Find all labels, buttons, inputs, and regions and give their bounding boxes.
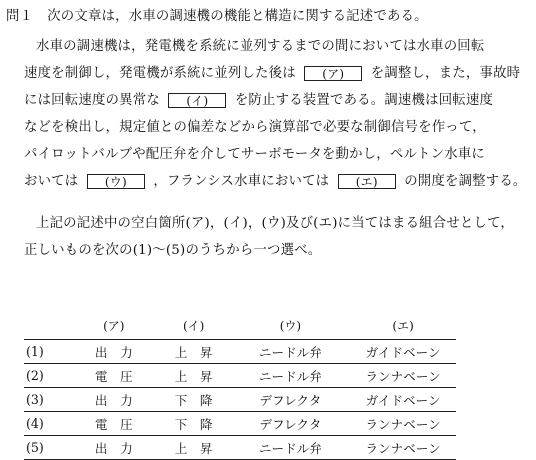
question-number: 問１ — [6, 9, 34, 24]
table-cell: 下 降 — [157, 388, 231, 412]
table-cell: ニードル弁 — [231, 436, 351, 460]
passage-line-4: などを検出し，規定値との偏差などから演算部で必要な制御信号を作って， — [24, 120, 486, 135]
table-row[interactable] — [24, 364, 456, 388]
table-row[interactable] — [24, 412, 456, 436]
table-cell: ランナベーン — [350, 364, 456, 388]
header-cell: (エ) — [350, 311, 456, 340]
answer-choices-table — [24, 311, 456, 460]
table-cell: ガイドベーン — [350, 388, 456, 412]
question-header — [6, 6, 428, 28]
table-cell: 電 圧 — [71, 412, 157, 436]
table-cell: 電 圧 — [71, 364, 157, 388]
choice-number: (3) — [24, 388, 71, 412]
blank-u: (ウ) — [87, 174, 145, 189]
table-cell: 上 昇 — [157, 340, 231, 364]
header-cell: (ア) — [71, 311, 157, 340]
table-row[interactable] — [24, 388, 456, 412]
question-title: 次の文章は，水車の調速機の機能と構造に関する記述である。 — [47, 9, 428, 24]
table-cell: 出 力 — [71, 340, 157, 364]
choice-number: (5) — [24, 436, 71, 460]
table-header-row — [24, 311, 456, 340]
header-cell: (イ) — [157, 311, 231, 340]
instruction-line-2: 正しいものを次の(1)〜(5)のうちから一つ選べ。 — [24, 243, 322, 258]
table-cell: ランナベーン — [350, 436, 456, 460]
table-cell: ニードル弁 — [231, 364, 351, 388]
passage-line-6: おいては (ウ) ，フランシス水車においては (エ) の開度を調整する。 — [24, 174, 527, 189]
choice-number: (4) — [24, 412, 71, 436]
table-cell: 下 降 — [157, 412, 231, 436]
blank-i: (イ) — [168, 93, 226, 108]
instruction-line-1: 上記の記述中の空白箇所(ア)，(イ)，(ウ)及び(エ)に当てはまる組合せとして， — [36, 216, 515, 231]
choice-number: (2) — [24, 364, 71, 388]
table-row[interactable] — [24, 436, 456, 460]
choice-number: (1) — [24, 340, 71, 364]
table-cell: 出 力 — [71, 436, 157, 460]
passage-line-1: 水車の調速機は，発電機を系統に並列するまでの間においては水車の回転 — [36, 39, 485, 54]
table-cell: ガイドベーン — [350, 340, 456, 364]
passage-line-5: パイロットバルブや配圧弁を介してサーボモータを動かし，ペルトン水車に — [24, 147, 486, 162]
table-cell: ニードル弁 — [231, 340, 351, 364]
table-cell: ランナベーン — [350, 412, 456, 436]
table-cell: デフレクタ — [231, 388, 351, 412]
table-cell: 上 昇 — [157, 364, 231, 388]
table-cell: デフレクタ — [231, 412, 351, 436]
header-cell: (ウ) — [231, 311, 351, 340]
table-row[interactable] — [24, 340, 456, 364]
table-cell: 上 昇 — [157, 436, 231, 460]
blank-e: (エ) — [338, 174, 396, 189]
passage-line-3: には回転速度の異常な (イ) を防止する装置である。調速機は回転速度 — [24, 93, 494, 108]
passage-line-2: 速度を制御し，発電機が系統に並列した後は (ア) を調整し，また，事故時 — [24, 66, 521, 81]
blank-a: (ア) — [304, 66, 362, 81]
header-cell — [24, 311, 71, 340]
table-cell: 出 力 — [71, 388, 157, 412]
